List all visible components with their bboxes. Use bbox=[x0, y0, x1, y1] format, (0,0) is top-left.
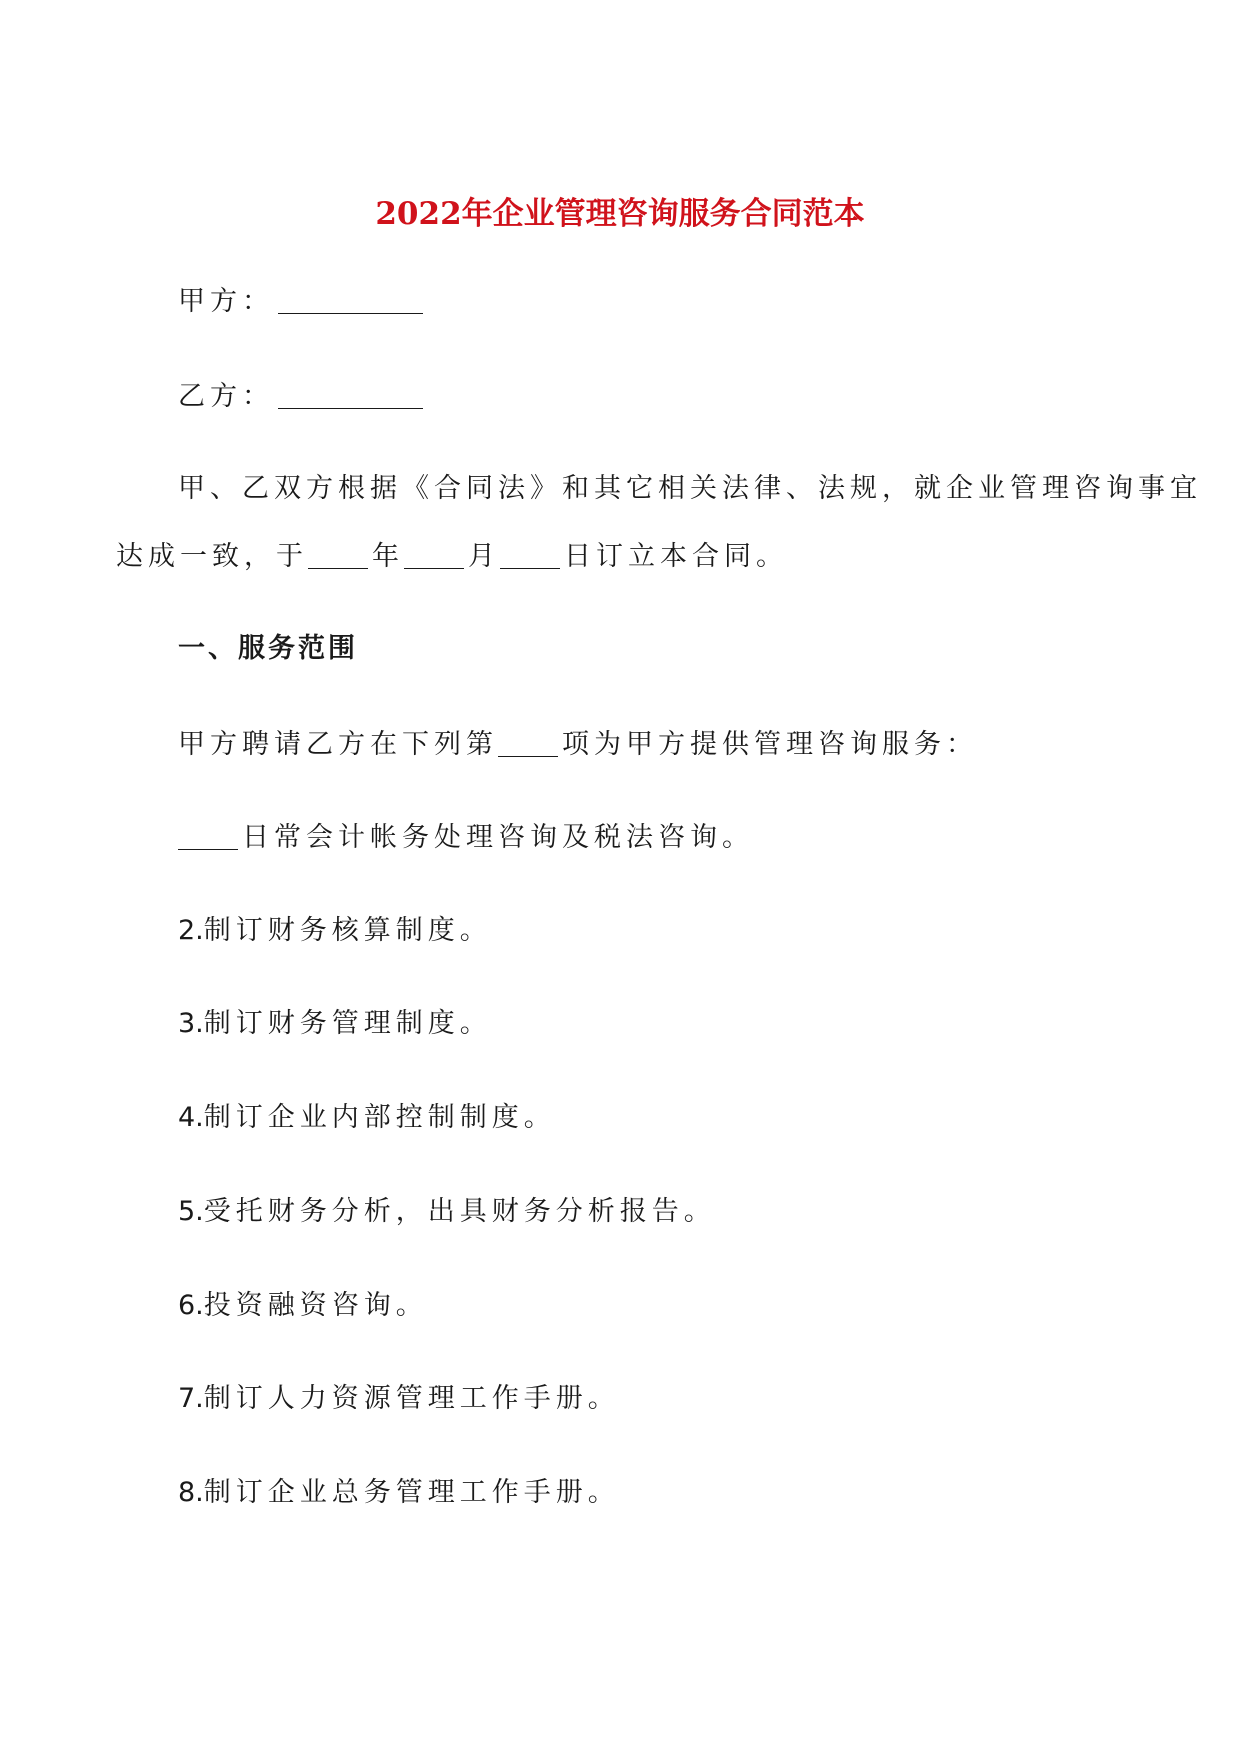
section-1-heading: 一、服务范围 bbox=[178, 633, 358, 664]
list-item bbox=[178, 1479, 620, 1506]
item-1-blank[interactable] bbox=[178, 823, 238, 850]
year-label: 年 bbox=[372, 541, 404, 572]
list-item-text: 投资融资咨询。 bbox=[203, 1290, 428, 1321]
list-item-number: 4. bbox=[178, 1102, 204, 1133]
party-b-blank[interactable] bbox=[278, 382, 423, 409]
list-item-1 bbox=[178, 823, 754, 851]
list-item bbox=[178, 1385, 620, 1412]
party-b-line bbox=[178, 382, 423, 410]
list-item-text: 制订财务核算制度。 bbox=[203, 915, 492, 946]
year-blank[interactable] bbox=[308, 542, 368, 569]
item-number-blank[interactable] bbox=[498, 730, 558, 757]
day-label: 日订立本合同。 bbox=[564, 541, 788, 572]
list-item-text: 受托财务分析，出具财务分析报告。 bbox=[203, 1196, 716, 1227]
list-item-number: 8. bbox=[178, 1477, 204, 1508]
list-item-number: 6. bbox=[178, 1290, 204, 1321]
month-blank[interactable] bbox=[404, 542, 464, 569]
list-item bbox=[178, 917, 492, 944]
party-a-line bbox=[178, 287, 423, 315]
document-title: 2022年企业管理咨询服务合同范本 bbox=[375, 196, 865, 232]
list-item-number: 5. bbox=[178, 1196, 204, 1227]
party-a-blank[interactable] bbox=[278, 287, 423, 314]
month-label: 月 bbox=[468, 541, 500, 572]
list-item-number: 7. bbox=[178, 1383, 204, 1414]
section-1-intro-prefix: 甲方聘请乙方在下列第 bbox=[178, 729, 498, 760]
day-blank[interactable] bbox=[500, 542, 560, 569]
list-item-text: 制订人力资源管理工作手册。 bbox=[203, 1383, 620, 1414]
list-item bbox=[178, 1010, 492, 1037]
item-1-text: 日常会计帐务处理咨询及税法咨询。 bbox=[242, 822, 754, 853]
list-item-text: 制订企业总务管理工作手册。 bbox=[203, 1477, 620, 1508]
party-a-label: 甲方： bbox=[178, 286, 274, 317]
intro-line-2-prefix: 达成一致，于 bbox=[116, 541, 308, 572]
list-item bbox=[178, 1198, 716, 1225]
section-1-intro-suffix: 项为甲方提供管理咨询服务： bbox=[562, 729, 978, 760]
list-item-number: 3. bbox=[178, 1008, 204, 1039]
intro-line-1: 甲、乙双方根据《合同法》和其它相关法律、法规，就企业管理咨询事宜 bbox=[178, 473, 1202, 504]
intro-line-2 bbox=[116, 542, 788, 570]
section-1-intro bbox=[178, 730, 978, 758]
party-b-label: 乙方： bbox=[178, 381, 274, 412]
list-item bbox=[178, 1292, 428, 1319]
list-item bbox=[178, 1104, 556, 1131]
list-item-number: 2. bbox=[178, 915, 204, 946]
list-item-text: 制订企业内部控制制度。 bbox=[203, 1102, 556, 1133]
list-item-text: 制订财务管理制度。 bbox=[203, 1008, 492, 1039]
